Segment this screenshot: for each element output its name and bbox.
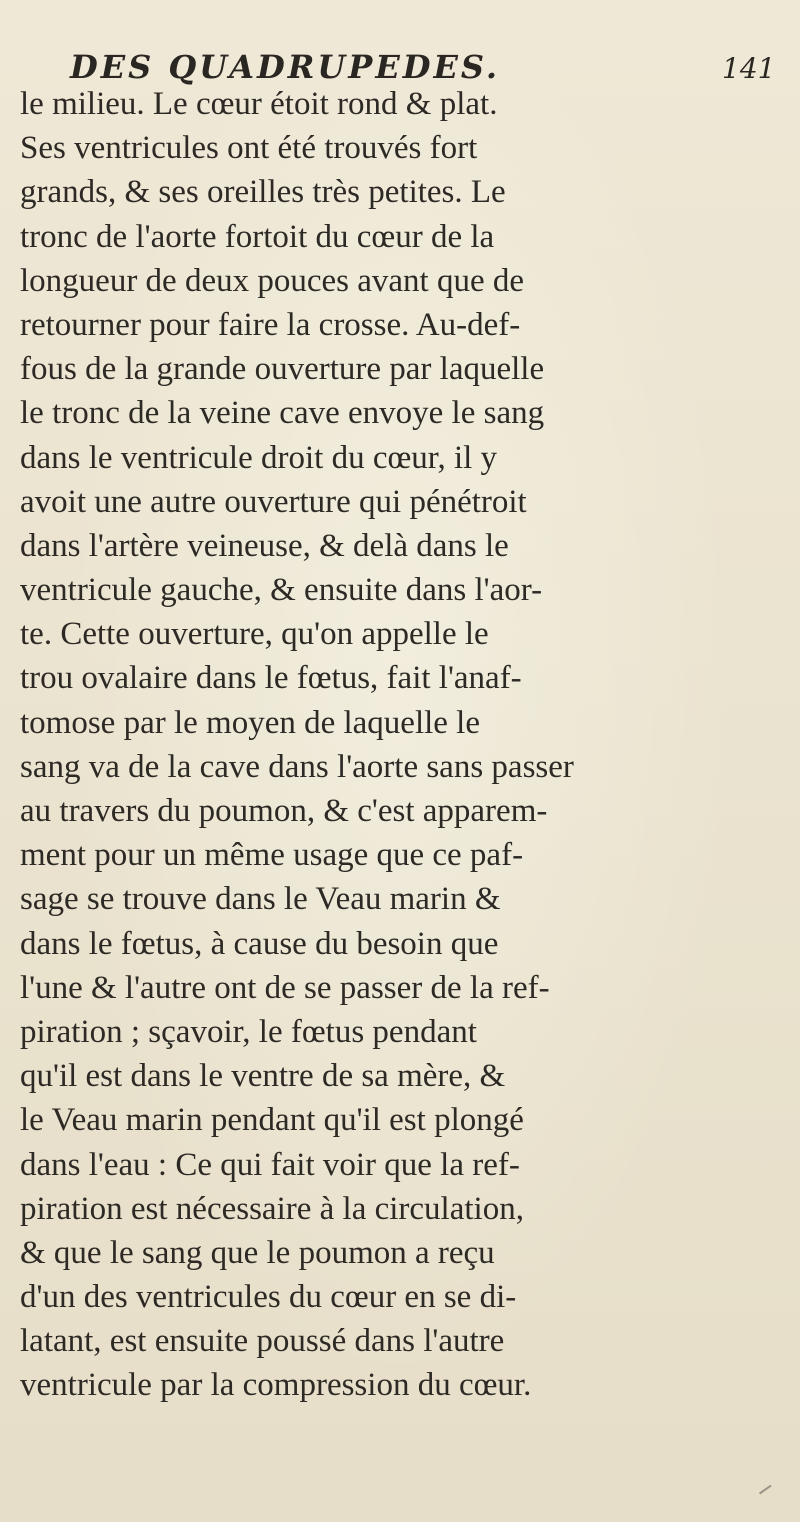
- text-line: le milieu. Le cœur étoit rond & plat.: [20, 86, 498, 122]
- text-line: fous de la grande ouverture par laquelle: [20, 351, 545, 388]
- text-line: trou ovalaire dans le fœtus, fait l'anaf-: [20, 660, 522, 697]
- text-line: sang va de la cave dans l'aorte sans passer: [20, 748, 574, 785]
- text-line: dans le fœtus, à cause du besoin que: [20, 925, 499, 962]
- text-line: au travers du poumon, & c'est apparem-: [20, 793, 548, 829]
- text-line: sage se trouve dans le Veau marin &: [20, 881, 501, 918]
- text-line: longueur de deux pouces avant que de: [20, 262, 524, 299]
- text-line: tomose par le moyen de laquelle le: [20, 704, 481, 741]
- text-line: piration ; sçavoir, le fœtus pendant: [20, 1013, 477, 1050]
- text-line: l'une & l'autre ont de se passer de la ref-: [20, 969, 550, 1006]
- text-line: d'un des ventricules du cœur en se di-: [20, 1279, 517, 1316]
- running-title: DES QUADRUPEDES.: [70, 48, 500, 86]
- text-line: le Veau marin pendant qu'il est plongé: [20, 1102, 524, 1139]
- text-line: & que le sang que le poumon a reçu: [20, 1234, 495, 1271]
- body-text: [20, 82, 800, 1408]
- text-line: latant, est ensuite poussé dans l'autre: [20, 1323, 505, 1360]
- text-line: le tronc de la veine cave envoye le sang: [20, 395, 545, 432]
- text-line: qu'il est dans le ventre de sa mère, &: [20, 1058, 506, 1095]
- text-line: dans l'artère veineuse, & delà dans le: [20, 527, 509, 564]
- text-line: grands, & ses oreilles très petites. Le: [20, 174, 506, 211]
- text-line: piration est nécessaire à la circulation,: [20, 1190, 524, 1227]
- text-line: Ses ventricules ont été trouvés fort: [20, 130, 478, 167]
- page-number: 141: [722, 52, 776, 85]
- text-line: tronc de l'aorte fortoit du cœur de la: [20, 218, 495, 255]
- ink-mark: [759, 1485, 775, 1500]
- text-line: retourner pour faire la crosse. Au-def-: [20, 306, 521, 343]
- text-line: ventricule gauche, & ensuite dans l'aor-: [20, 572, 543, 609]
- text-line: dans le ventricule droit du cœur, il y: [20, 439, 498, 476]
- text-line: avoit une autre ouverture qui pénétroit: [20, 483, 527, 520]
- text-line: te. Cette ouverture, qu'on appelle le: [20, 616, 489, 653]
- text-line: dans l'eau : Ce qui fait voir que la ref-: [20, 1146, 520, 1183]
- text-line: ment pour un même usage que ce paf-: [20, 837, 524, 874]
- text-line: ventricule par la compression du cœur.: [20, 1367, 532, 1404]
